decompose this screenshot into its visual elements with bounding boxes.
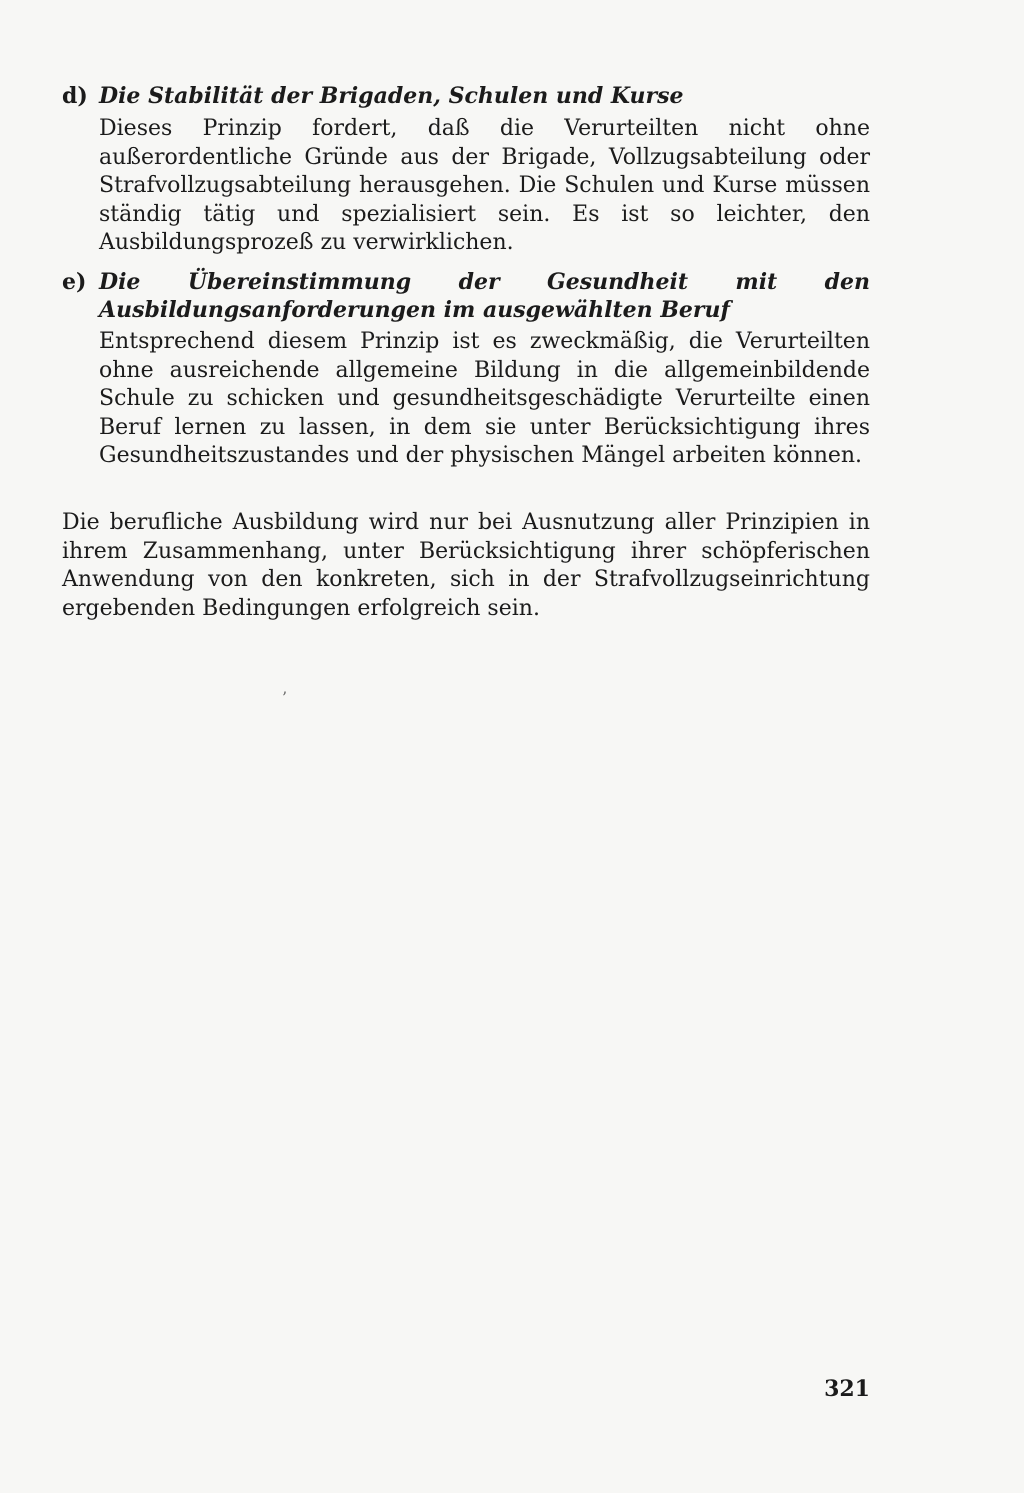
section-e xyxy=(62,268,870,471)
section-e-title: Die Übereinstimmung der Gesundheit mit den Ausbildungsanforderungen im ausgewählten Beruf xyxy=(99,269,870,323)
section-e-heading xyxy=(62,268,870,324)
section-e-marker: e) xyxy=(62,269,87,295)
scan-speck: ’ xyxy=(282,688,288,707)
page-number: 321 xyxy=(824,1376,870,1402)
closing-paragraph: Die berufliche Ausbildung wird nur bei Ausnutzung aller Prinzipien in ihrem Zusammenhang, unter Berücksichtigung ihrer schöpferischen Anwendung von den konkreten, sich in der Strafvollzugseinrichtung ergebenden Bedingungen erfolgreich sein. xyxy=(62,510,870,621)
section-d-heading xyxy=(62,82,870,110)
section-d-title: Die Stabilität der Brigaden, Schulen und Kurse xyxy=(99,83,684,109)
section-e-body: Entsprechend diesem Prinzip ist es zweckmäßig, die Verurteilten ohne ausreichende allgemeine Bildung in die allgemeinbildende Schule zu schicken und gesundheitsgeschädigte Verurteilte einen Beruf lernen zu lassen, in dem sie unter Berücksichtigung ihres Gesundheitszustandes und der physischen Mängel arbeiten können. xyxy=(99,329,870,469)
section-d xyxy=(62,82,870,258)
section-d-marker: d) xyxy=(62,83,88,109)
section-d-body: Dieses Prinzip fordert, daß die Verurteilten nicht ohne außerordentliche Gründe aus der Brigade, Vollzugsabteilung oder Strafvollzugsabteilung herausgehen. Die Schulen und Kurse müssen ständig tätig und spezialisiert sein. Es ist so leichter, den Ausbildungsprozeß zu verwirklichen. xyxy=(99,116,870,256)
